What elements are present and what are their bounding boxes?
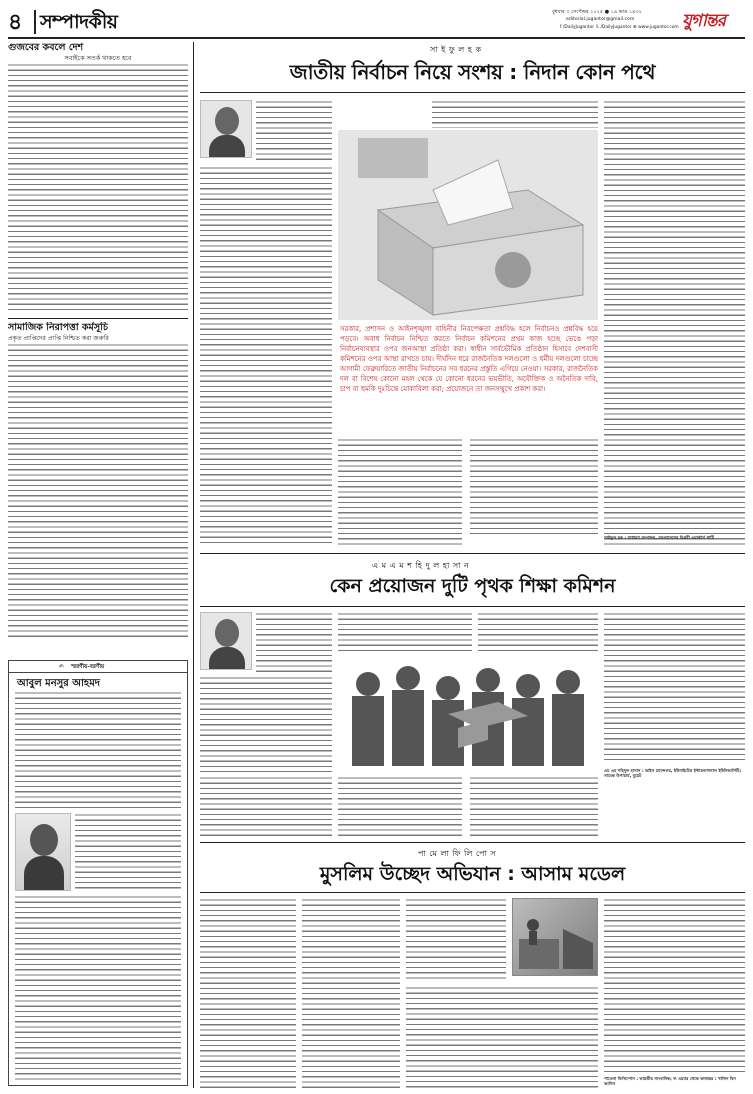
twitter-icon[interactable]: 𝕏: [595, 25, 600, 30]
section-title: সম্পাদকীয়: [40, 11, 118, 33]
article-3-photo: [512, 898, 598, 976]
article-1-col-3: [432, 100, 598, 128]
article-2-byline-note: এম এম শহিদুল হাসান : ভাইস চ্যান্সেলর, ইউনাইটেড ইন্টারন্যাশনাল ইউনিভার্সিটি; সাবেক উপাচার্য, বুয়েট: [604, 768, 742, 779]
article-3-col-3b: [406, 986, 598, 1088]
article-2-col-2a: [338, 612, 472, 652]
memoriam-kicker: স্মরণীয়-বরণীয়: [71, 664, 105, 670]
article-1-title-rule: [200, 92, 745, 93]
article-1-col-2b: [338, 438, 462, 546]
article-1-byline-note: সাইফুল হক : সাধারণ সম্পাদক, বাংলাদেশের বিপ্লবী ওয়ার্কার্স পার্টি: [604, 535, 714, 540]
masthead-logo: যুগান্তর: [682, 11, 725, 31]
memoriam-body-side: [75, 813, 181, 891]
ballot-box-illustration: [338, 130, 598, 320]
memoriam-box: [8, 660, 188, 1086]
ballot-box-icon: [338, 130, 598, 320]
editorial-2: [8, 322, 188, 644]
memoriam-body-top: [15, 691, 181, 809]
header-divider: [34, 10, 36, 34]
memoriam-kicker-bar: [9, 661, 187, 673]
article-2-title: কেন প্রয়োজন দুটি পৃথক শিক্ষা কমিশন: [329, 575, 616, 597]
article-1-pull-quote: সরকার, প্রশাসন ও আইনশৃঙ্খলা বাহিনীর নিরপেক্ষতা প্রশ্নবিদ্ধ হলে নির্বাচনও প্রশ্নবিদ্ধ হয়ে পড়বে। অবাধ নির্বাচন নিশ্চিত করতে নির্বাচন কমিশনের প্রথম কাজ হচ্ছে ভেঙে পড়া নির্বাচনব্যবস্থার ওপর জনআস্থা প্রতিষ্ঠা করা। স্বাধীন সার্বভৌমিক প্রতিষ্ঠান হিসাবে দেশবাসী কমিশনের ওপর আস্থা রাখতে চায়। দীর্ঘদিন ধরে রাজনৈতিক দলগুলো ও ধর্মীয় দলগুলো চাচ্ছে আগামী ফেব্রুয়ারিতে জাতীয় নির্বাচনের সব ধরনের প্রস্তুতি এগিয়ে নেওয়া। সরকার, রাজনৈতিক দল বা বিশেষ কোনো মহল থেকে যে কোনো ধরনের ভয়ভীতি, অযৌক্তিক ও অনৈতিক দাবি, চাপ বা হুমকি দুঃচিন্তে মোকাবিলা করা; প্রয়োজনে তা জনসম্মুখে প্রকাশ করা।: [340, 325, 598, 393]
left-column-divider: [193, 42, 194, 1088]
article-2-col-2c: [338, 776, 462, 838]
twitter-handle[interactable]: /DailyJugantor: [600, 25, 632, 30]
editorial-1-body: [8, 63, 188, 313]
article-3-author: পা মে লা ফি লি পো স: [418, 849, 497, 858]
article-1-author: সা ই ফু ল হ ক: [430, 45, 482, 54]
editorial-2-body: [8, 343, 188, 641]
header-email[interactable]: editorial.jugantor@gmail.com: [566, 17, 635, 22]
article-3-col-4: [604, 898, 745, 1072]
article-3-col-3a: [406, 898, 506, 982]
article-1-bottom-rule: [200, 553, 745, 554]
graduation-illustration: [338, 654, 598, 772]
globe-icon[interactable]: ⊕: [633, 25, 637, 30]
facebook-handle[interactable]: /DailyJugantor: [562, 25, 595, 30]
article-2-bottom-rule: [200, 842, 745, 843]
editorial-1-title: গুজবের কবলে দেশ: [8, 42, 84, 53]
memoriam-name: আবুল মনসুর আহমদ: [17, 678, 100, 689]
article-1-col-4: [604, 100, 745, 546]
article-2-col-4: [604, 612, 745, 762]
article-3-col-1: [200, 898, 296, 1088]
article-2-col-1c: [200, 776, 332, 838]
memoriam-logo-icon: ✍: [59, 663, 65, 670]
article-2-col-1a: [256, 612, 332, 674]
article-2-col-3a: [478, 612, 598, 652]
header-rule: [8, 37, 745, 39]
facebook-icon[interactable]: f: [560, 25, 562, 30]
article-3-col-2: [302, 898, 400, 1088]
article-2-author-photo: [200, 612, 252, 670]
memoriam-body-bottom: [15, 895, 181, 1081]
article-2-col-1b: [200, 676, 332, 772]
article-3-byline-note: পামেলা ফিলিপোস : ভারতীয় সাংবাদিক; দ্য ওয়্যার থেকে ভাষান্তর : খালিদ বিন আনিস: [604, 1076, 736, 1087]
article-1-author-photo: [200, 100, 252, 158]
graduation-cap-icon: [338, 654, 598, 772]
header-date: বুধবার ৩ সেপ্টেম্বর ২০২৫ ● ১৯ ভাদ্র ১৪৩২: [552, 9, 642, 15]
article-1-col-3b: [470, 438, 598, 534]
article-1-col-1b: [200, 166, 332, 546]
article-2-title-rule: [200, 606, 745, 607]
memoriam-portrait: [15, 813, 71, 891]
demolition-scene-icon: [513, 899, 599, 977]
article-3-title-rule: [200, 892, 745, 893]
editorial-divider: [8, 318, 188, 319]
editorial-1: [8, 42, 188, 317]
article-2-author: এ ম এ ম শ হি দু ল হা সা ন: [372, 561, 470, 570]
article-2-col-3c: [470, 776, 598, 838]
article-1-title: জাতীয় নির্বাচন নিয়ে সংশয় : নিদান কোন পথে: [289, 60, 656, 84]
editorial-2-subtitle: প্রকৃত প্রাপ্তিদের প্রাপ্তি নিশ্চিত করা জরুরি: [8, 335, 109, 342]
editorial-1-subtitle: সবাইকে সতর্ক থাকতে হবে: [64, 54, 132, 62]
website-link[interactable]: www.jugantor.com: [638, 25, 679, 30]
page-number: ৪: [8, 9, 23, 35]
article-3-title: মুসলিম উচ্ছেদ অভিযান : আসাম মডেল: [319, 863, 626, 885]
social-row: [560, 25, 679, 30]
editorial-2-title: সামাজিক নিরাপত্তা কর্মসূচি: [8, 322, 108, 333]
article-1-col-1: [256, 100, 332, 164]
